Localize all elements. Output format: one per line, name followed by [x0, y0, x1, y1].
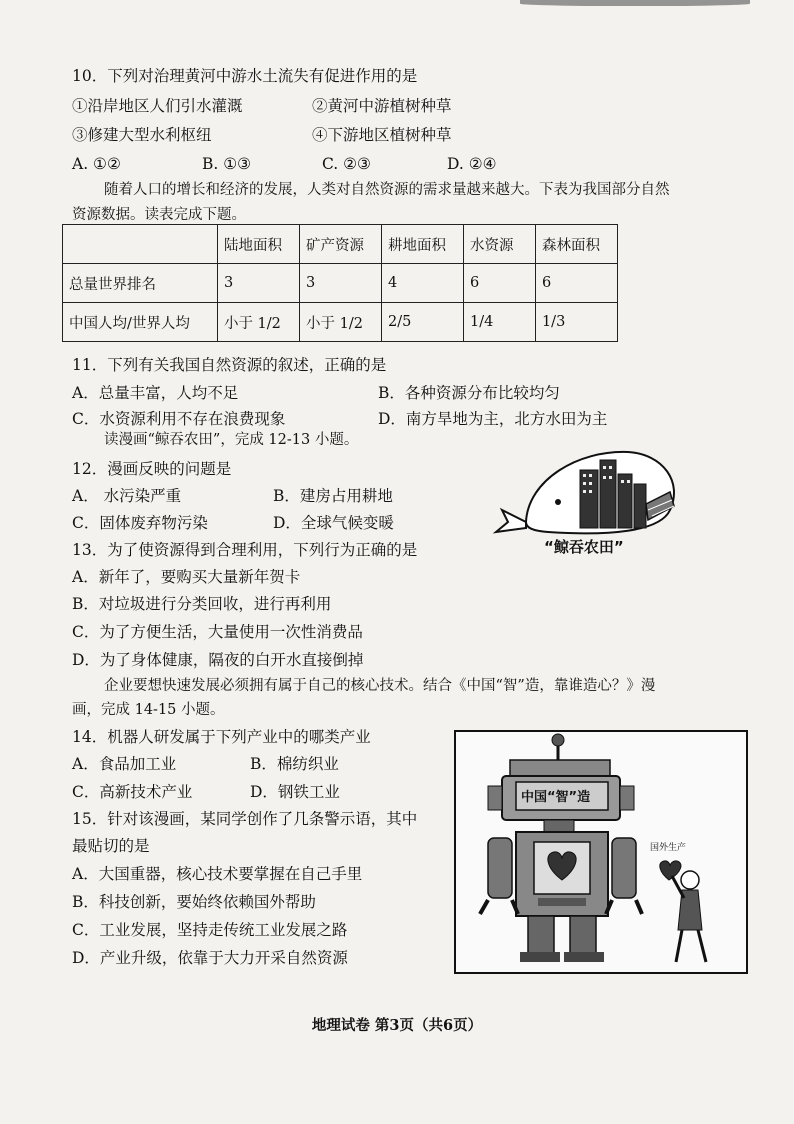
q11-option-d: D．南方旱地为主，北方水田为主 [378, 410, 608, 428]
table-header-cell: 陆地面积 [217, 225, 299, 264]
table-row-label: 中国人均/世界人均 [63, 303, 218, 342]
table-cell: 6 [535, 264, 617, 303]
table-cell: 3 [217, 264, 299, 303]
cartoon1-intro: 读漫画“鲸吞农田”，完成 12-13 小题。 [104, 432, 359, 448]
q15-option-b: B．科技创新，要始终依赖国外帮助 [72, 893, 316, 911]
cartoon2-intro-line1: 企业要想快速发展必须拥有属于自己的核心技术。结合《中国“智”造，靠谁造心？》漫 [104, 678, 656, 694]
q15-option-d: D．产业升级，依靠于大力开采自然资源 [72, 949, 348, 967]
q14-option-c: C．高新技术产业 [72, 783, 193, 801]
question-15-stem-cont: 最贴切的是 [72, 837, 150, 855]
q11-option-a: A．总量丰富，人均不足 [72, 384, 239, 402]
question-13-stem: 13．为了使资源得到合理利用，下列行为正确的是 [72, 541, 418, 559]
q10-option-b: B. ①③ [202, 155, 252, 173]
q15-option-a: A．大国重器，核心技术要掌握在自己手里 [72, 865, 363, 883]
q10-option-d: D. ②④ [447, 155, 497, 173]
table-cell: 6 [464, 264, 536, 303]
whale-cartoon-image [488, 440, 688, 558]
table-cell: 1/4 [464, 303, 536, 342]
table-row [63, 264, 618, 303]
table-header-cell: 矿产资源 [299, 225, 381, 264]
table-cell: 3 [299, 264, 381, 303]
q12-option-c: C．固体废弃物污染 [72, 514, 208, 532]
q11-option-c: C．水资源利用不存在浪费现象 [72, 410, 286, 428]
q11-option-b: B．各种资源分布比较均匀 [378, 384, 560, 402]
q10-option-c: C. ②③ [322, 155, 371, 173]
table-header-cell [63, 225, 218, 264]
robot-cartoon-image [454, 730, 748, 974]
table-header-row [63, 225, 618, 264]
table-row [63, 303, 618, 342]
cartoon2-intro-line2: 画，完成 14-15 小题。 [72, 702, 225, 718]
q13-option-c: C．为了方便生活，大量使用一次性消费品 [72, 623, 363, 641]
question-14-stem: 14．机器人研发属于下列产业中的哪类产业 [72, 728, 371, 746]
table-header-cell: 耕地面积 [382, 225, 464, 264]
q14-option-d: D．钢铁工业 [250, 783, 340, 801]
table-cell: 1/3 [535, 303, 617, 342]
q14-option-a: A．食品加工业 [72, 755, 177, 773]
page-footer: 地理试卷 第3页（共6页） [311, 1017, 483, 1034]
cartoon1-caption: “鲸吞农田” [544, 538, 624, 556]
table-cell: 2/5 [382, 303, 464, 342]
q13-option-a: A．新年了，要购买大量新年贺卡 [72, 568, 301, 586]
q10-statement-4: ④下游地区植树种草 [312, 126, 452, 144]
resource-table [62, 224, 618, 342]
table-header-cell: 水资源 [464, 225, 536, 264]
question-10-stem: 10．下列对治理黄河中游水土流失有促进作用的是 [72, 67, 418, 85]
q13-option-b: B．对垃圾进行分类回收，进行再利用 [72, 595, 332, 613]
q10-statement-1: ①沿岸地区人们引水灌溉 [72, 97, 243, 115]
question-11-stem: 11．下列有关我国自然资源的叙述，正确的是 [72, 356, 387, 374]
q12-option-b: B．建房占用耕地 [273, 487, 393, 505]
q15-option-c: C．工业发展，坚持走传统工业发展之路 [72, 921, 348, 939]
q13-option-d: D．为了身体健康，隔夜的白开水直接倒掉 [72, 651, 364, 669]
question-12-stem: 12．漫画反映的问题是 [72, 460, 232, 478]
q10-statement-3: ③修建大型水利枢纽 [72, 126, 212, 144]
table-cell: 小于 1/2 [217, 303, 299, 342]
q14-option-b: B．棉纺织业 [250, 755, 339, 773]
table-intro-line2: 资源数据。读表完成下题。 [72, 207, 246, 223]
person-label: 国外生产 [650, 843, 687, 853]
question-15-stem: 15．针对该漫画，某同学创作了几条警示语，其中 [72, 810, 418, 828]
q10-option-a: A. ①② [72, 155, 121, 173]
q12-option-a: A． 水污染严重 [72, 487, 182, 505]
q12-option-d: D．全球气候变暖 [273, 514, 394, 532]
table-cell: 4 [382, 264, 464, 303]
table-row-label: 总量世界排名 [63, 264, 218, 303]
table-header-cell: 森林面积 [535, 225, 617, 264]
q10-statement-2: ②黄河中游植树种草 [312, 97, 452, 115]
table-cell: 小于 1/2 [299, 303, 381, 342]
scan-artifact [520, 0, 750, 6]
table-intro-line1: 随着人口的增长和经济的发展，人类对自然资源的需求量越来越大。下表为我国部分自然 [104, 182, 670, 198]
robot-label: 中国“智”造 [521, 790, 591, 805]
